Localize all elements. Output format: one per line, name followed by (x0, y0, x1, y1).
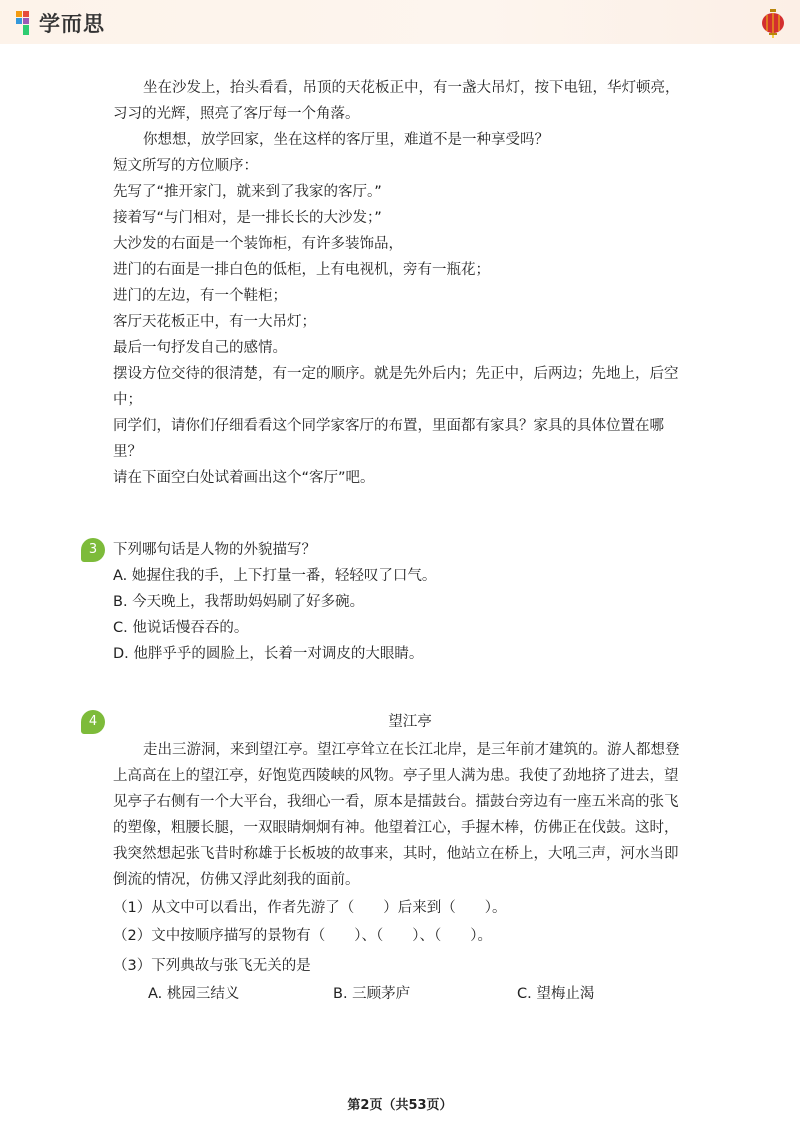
passage-line: 你想想，放学回家，坐在这样的客厅里，难道不是一种享受吗？ (143, 132, 549, 148)
passage-line: 最后一句抒发自己的感情。 (113, 340, 287, 356)
question-number-badge: 4 (81, 710, 105, 734)
passage-line: 上高高在上的望江亭，好饱览西陵峡的风物。亭子里人满为患。我使了劲地挤了进去，望 (113, 768, 679, 784)
option-a[interactable]: A. 她握住我的手，上下打量一番，轻轻叹了口气。 (113, 568, 437, 584)
brand-name: 学而思 (39, 12, 105, 36)
passage-line: 的塑像，粗腰长腿，一双眼睛炯炯有神。他望着江心，手握木棒，仿佛正在伐鼓。这时， (113, 820, 679, 836)
red-lantern-icon (760, 8, 786, 38)
passage-line: 进门的右面是一排白色的低柜，上有电视机，旁有一瓶花； (113, 262, 490, 278)
passage-line: 我突然想起张飞昔时称雄于长板坡的故事来，其时，他站立在桥上，大吼三声，河水当即 (113, 846, 679, 862)
passage-title: 望江亭 (388, 714, 432, 730)
question-number-badge: 3 (81, 538, 105, 562)
question-stem: 下列哪句话是人物的外貌描写？ (113, 542, 316, 558)
brand-logo (14, 7, 105, 39)
passage-line: 习习的光辉，照亮了客厅每一个角落。 (113, 106, 360, 122)
passage-line: 里？ (113, 444, 142, 460)
sub-question-1[interactable]: （1）从文中可以看出，作者先游了（ ）后来到（ ）。 (113, 900, 507, 916)
passage-line: 摆设方位交待的很清楚，有一定的顺序。就是先外后内；先正中，后两边；先地上，后空 (113, 366, 679, 382)
option-c[interactable]: C. 他说话慢吞吞的。 (113, 620, 249, 636)
option-d[interactable]: D. 他胖乎乎的圆脸上，长着一对调皮的大眼睛。 (113, 646, 424, 662)
passage-line: 倒流的情况，仿佛又浮此刻我的面前。 (113, 872, 360, 888)
passage-line: 走出三游洞，来到望江亭。望江亭耸立在长江北岸，是三年前才建筑的。游人都想登 (143, 742, 680, 758)
page-number: 第2页（共53页） (347, 1098, 453, 1113)
passage-line: 见亭子右侧有一个大平台，我细心一看，原本是擂鼓台。擂鼓台旁边有一座五米高的张飞 (113, 794, 679, 810)
passage-line: 短文所写的方位顺序： (113, 158, 258, 174)
xueersi-logo-icon (14, 9, 36, 37)
passage-line: 同学们，请你们仔细看看这个同学家客厅的布置，里面都有家具？家具的具体位置在哪 (113, 418, 664, 434)
sub-question-2[interactable]: （2）文中按顺序描写的景物有（ ）、（ ）、（ ）。 (113, 928, 492, 944)
passage-line: 大沙发的右面是一个装饰柜，有许多装饰品， (113, 236, 403, 252)
passage-line: 中； (113, 392, 142, 408)
page-header (0, 0, 800, 44)
passage-line: 先写了“推开家门，就来到了我家的客厅。” (113, 184, 382, 200)
passage-line: 坐在沙发上，抬头看看，吊顶的天花板正中，有一盏大吊灯，按下电钮，华灯顿亮， (143, 80, 680, 96)
passage-line: 客厅天花板正中，有一大吊灯； (113, 314, 316, 330)
choice-c[interactable]: C. 望梅止渴 (517, 986, 595, 1002)
sub-question-3: （3）下列典故与张飞无关的是 (113, 958, 311, 974)
passage-line: 进门的左边，有一个鞋柜； (113, 288, 287, 304)
choice-b[interactable]: B. 三顾茅庐 (333, 986, 411, 1002)
option-b[interactable]: B. 今天晚上，我帮助妈妈刷了好多碗。 (113, 594, 365, 610)
passage-line: 接着写“与门相对，是一排长长的大沙发；” (113, 210, 382, 226)
passage-line: 请在下面空白处试着画出这个“客厅”吧。 (113, 470, 375, 486)
choice-a[interactable]: A. 桃园三结义 (148, 986, 240, 1002)
